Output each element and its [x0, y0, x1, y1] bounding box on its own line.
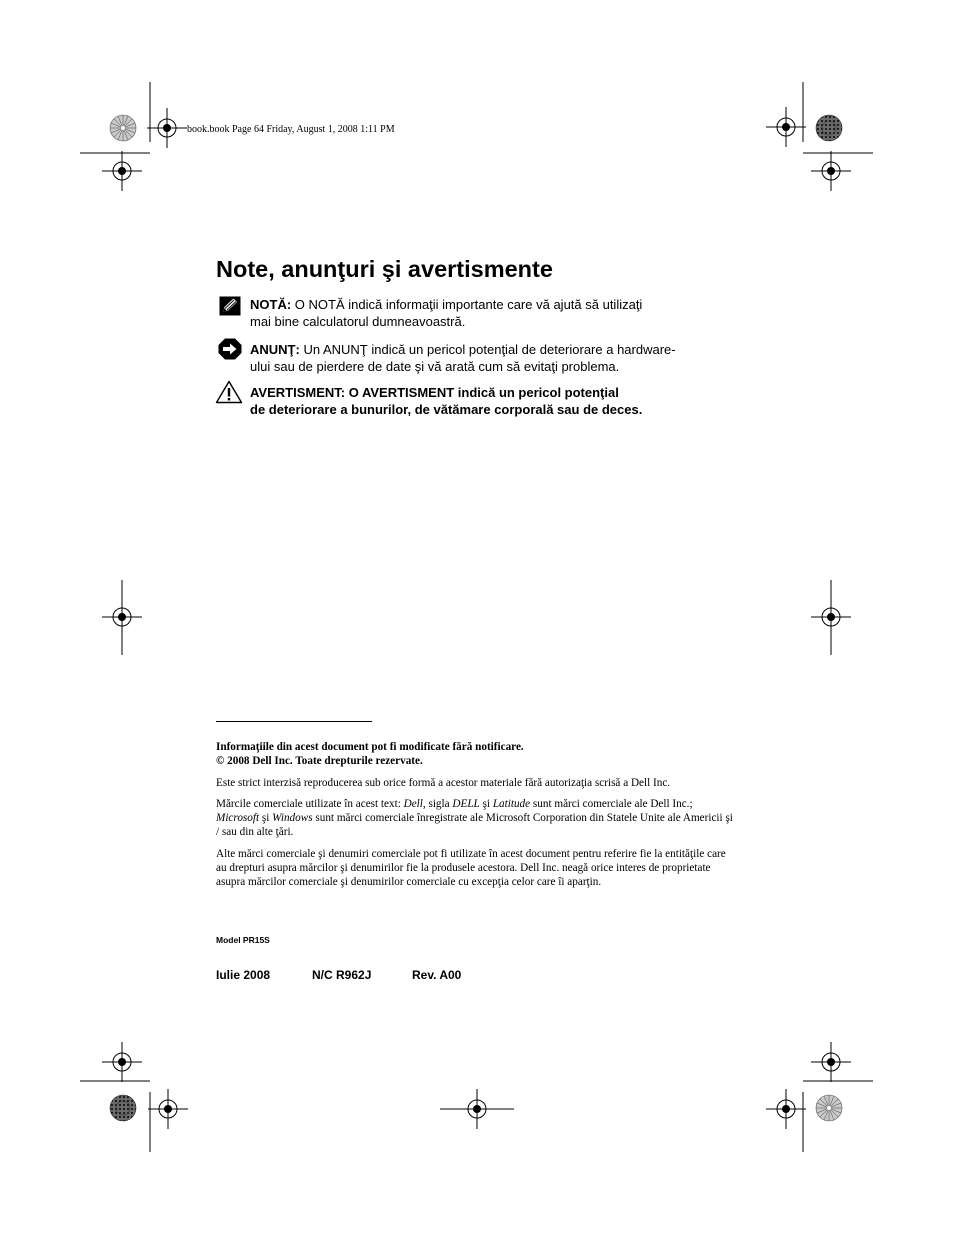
registration-mark-icon — [811, 1042, 851, 1082]
trademark-latitude: Latitude — [492, 798, 531, 810]
release-date: Iulie 2008 — [216, 968, 271, 982]
other-trademarks-paragraph: Alte mărci comerciale şi denumiri comerciale pot fi utilizate în acest document pentru referire fie la entităţile care au drepturi asupra mărcilor şi denumirilor fie la produsele acestora. Dell Inc. neagă orice interes de proprietate asupra mărcilor comerciale şi denumirilor comerciale cu excepţia celor care îi aparţin. — [216, 848, 726, 888]
notice-arrow-icon — [218, 338, 242, 360]
color-wheel-mark-icon — [816, 1095, 842, 1121]
trademark-microsoft: Microsoft — [216, 812, 260, 824]
registration-mark-icon — [766, 107, 806, 147]
note-line-2: mai bine calculatorul dumneavoastră. — [250, 314, 466, 329]
notice-line-2: ului sau de pierdere de date şi vă arată cum să evitaţi problema. — [250, 359, 620, 374]
footer-notice — [216, 740, 736, 768]
reproduction-notice: Este strict interzisă reproducerea sub orice formă a acestor materiale fără autorizaţia scrisă a Dell Inc. — [216, 777, 671, 789]
color-wheel-mark-icon — [110, 115, 136, 141]
registration-mark-icon — [148, 1089, 188, 1129]
trademark-dell: Dell — [403, 798, 423, 810]
copyright-line: © 2008 Dell Inc. Toate drepturile rezervate. — [216, 755, 423, 767]
footer-notice-line-1: Informaţiile din acest document pot fi modificate fără notificare. — [216, 741, 524, 753]
document-info-row — [216, 968, 461, 982]
registration-mark-icon — [147, 108, 187, 148]
part-number: N/C R962J — [312, 968, 372, 982]
color-wheel-mark-icon — [110, 1095, 136, 1121]
print-slug: book.book Page 64 Friday, August 1, 2008 1:11 PM — [187, 124, 395, 135]
registration-mark-icon — [102, 151, 142, 191]
color-wheel-mark-icon — [816, 115, 842, 141]
note-label: NOTĂ: — [250, 297, 292, 312]
notice-line-1: Un ANUNŢ indică un pericol potenţial de deteriorare a hardware- — [303, 342, 676, 357]
notice-callout — [250, 341, 710, 375]
registration-mark-icon — [102, 1042, 142, 1082]
pencil-note-icon — [219, 296, 241, 316]
revision: Rev. A00 — [412, 968, 462, 982]
registration-mark-icon — [766, 1089, 806, 1129]
note-callout — [250, 296, 710, 330]
warning-line-2: de deteriorare a bunurilor, de vătămare corporală sau de deces. — [250, 402, 643, 417]
trademark-windows: Windows — [272, 812, 313, 824]
page-title: Note, anunţuri şi avertismente — [216, 256, 553, 282]
trademark-dell-logo: DELL — [452, 798, 480, 810]
trademarks-paragraph: Mărcile comerciale utilizate în acest text: Dell, sigla DELL şi Latitude sunt mărci comerciale ale Dell Inc.; Microsoft şi Windows sunt mărci comerciale înregistrate ale Microsoft Corporation din Statele Unite ale Americii şi / sau din alte ţări. — [216, 798, 733, 838]
footnote-rule — [216, 721, 372, 722]
note-line-1: O NOTĂ indică informaţii importante care vă ajută să utilizaţi — [294, 297, 643, 312]
warning-callout — [250, 384, 710, 418]
model-number: Model PR15S — [216, 935, 270, 945]
registration-mark-icon — [811, 151, 851, 191]
warning-line-1: AVERTISMENT: O AVERTISMENT indică un pericol potenţial — [250, 385, 619, 400]
warning-triangle-icon — [215, 380, 243, 404]
notice-label: ANUNŢ: — [250, 342, 300, 357]
